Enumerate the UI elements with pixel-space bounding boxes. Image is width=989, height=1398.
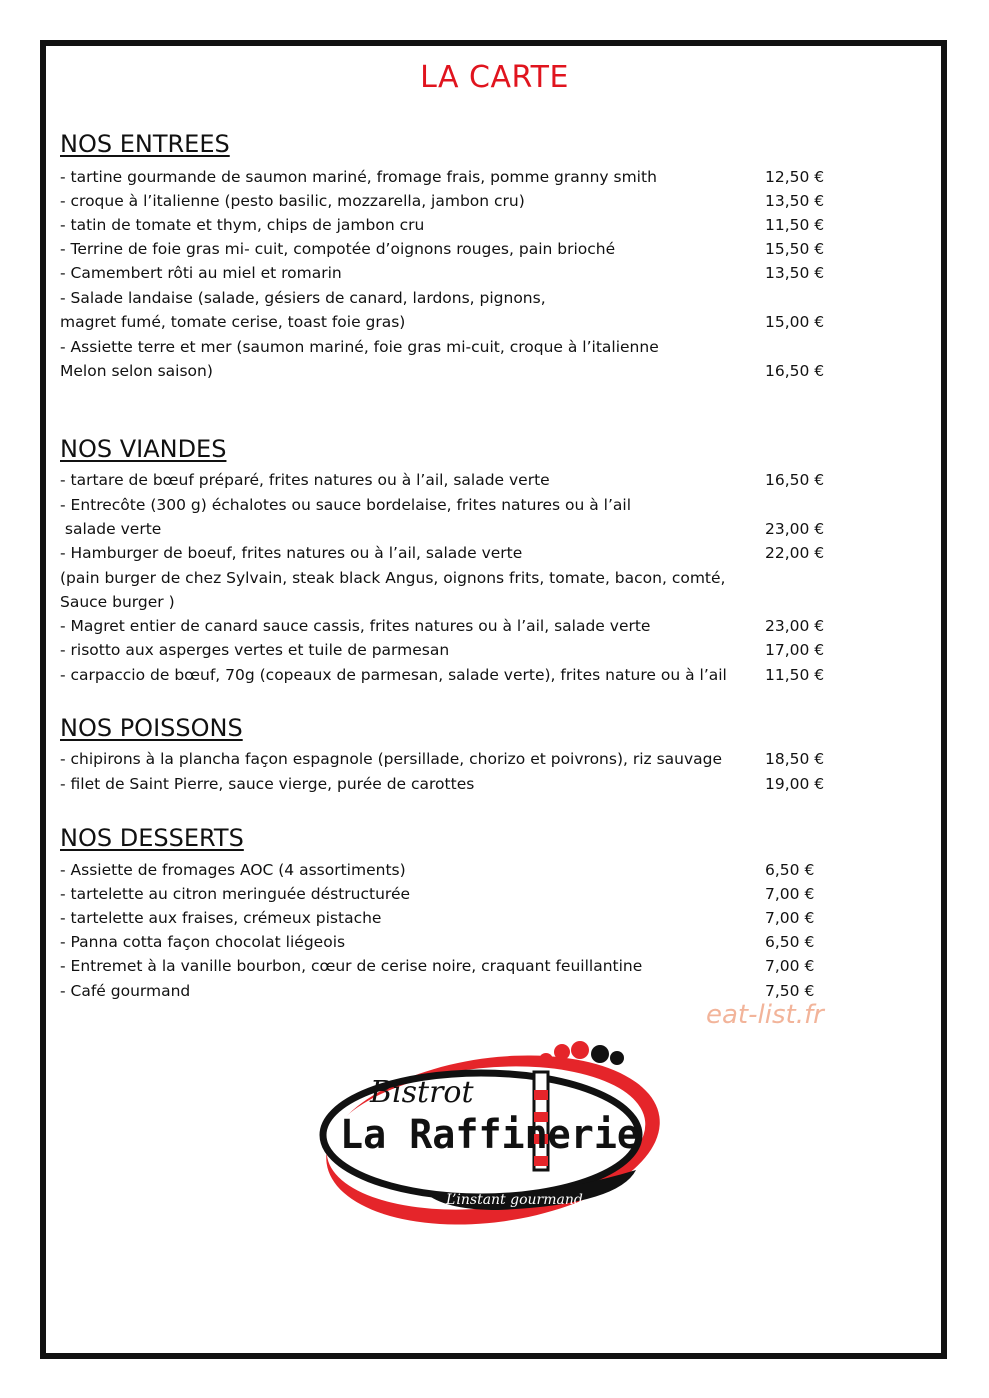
menu-line: - carpaccio de bœuf, 70g (copeaux de parmesan, salade verte), frites nature ou à l’ail — [60, 666, 727, 684]
bistrot-logo — [318, 1030, 663, 1230]
menu-line: - Salade landaise (salade, gésiers de canard, lardons, pignons, — [60, 289, 546, 307]
menu-line: - chipirons à la plancha façon espagnole (persillade, chorizo et poivrons), riz sauvage — [60, 750, 723, 768]
menu-line: - risotto aux asperges vertes et tuile de parmesan — [60, 641, 450, 659]
menu-price: 17,00 € — [765, 641, 825, 659]
menu-line: - Café gourmand — [60, 982, 191, 1000]
menu-price: 7,00 € — [765, 885, 815, 903]
logo-tagline: L’instant gourmand... — [446, 1192, 597, 1208]
menu-line: - croque à l’italienne (pesto basilic, mozzarella, jambon cru) — [60, 192, 525, 210]
menu-price: 13,50 € — [765, 192, 825, 210]
menu-line: - filet de Saint Pierre, sauce vierge, purée de carottes — [60, 775, 475, 793]
menu-price: 7,50 € — [765, 982, 815, 1000]
menu-price: 11,50 € — [765, 216, 825, 234]
menu-price: 22,00 € — [765, 544, 825, 562]
menu-line: - Assiette terre et mer (saumon mariné, foie gras mi-cuit, croque à l’italienne — [60, 338, 659, 356]
menu-price: 15,50 € — [765, 240, 825, 258]
menu-line: - Magret entier de canard sauce cassis, frites natures ou à l’ail, salade verte — [60, 617, 651, 635]
logo-top-text: Bistrot — [370, 1075, 474, 1110]
menu-price: 15,00 € — [765, 313, 825, 331]
menu-line: Melon selon saison) — [60, 362, 213, 380]
page-title: LA CARTE — [420, 60, 569, 95]
menu-price: 6,50 € — [765, 861, 815, 879]
menu-line: salade verte — [60, 520, 162, 538]
menu-line: - Assiette de fromages AOC (4 assortiments) — [60, 861, 406, 879]
menu-price: 12,50 € — [765, 168, 825, 186]
menu-line: - Panna cotta façon chocolat liégeois — [60, 933, 346, 951]
menu-price: 19,00 € — [765, 775, 825, 793]
menu-price: 16,50 € — [765, 362, 825, 380]
menu-line: - tartelette aux fraises, crémeux pistache — [60, 909, 382, 927]
menu-price: 16,50 € — [765, 471, 825, 489]
section-heading-desserts: NOS DESSERTS — [60, 824, 244, 852]
menu-price: 18,50 € — [765, 750, 825, 768]
section-heading-viandes: NOS VIANDES — [60, 435, 227, 463]
logo-graphic — [318, 1030, 663, 1230]
menu-price: 13,50 € — [765, 264, 825, 282]
menu-line: (pain burger de chez Sylvain, steak black Angus, oignons frits, tomate, bacon, comté, — [60, 569, 726, 587]
watermark: eat-list.fr — [706, 1000, 824, 1030]
menu-price: 23,00 € — [765, 617, 825, 635]
menu-line: - tartelette au citron meringuée déstructurée — [60, 885, 411, 903]
menu-line: Sauce burger ) — [60, 593, 175, 611]
menu-line: - Hamburger de boeuf, frites natures ou à l’ail, salade verte — [60, 544, 523, 562]
section-heading-poissons: NOS POISSONS — [60, 714, 243, 742]
menu-line: magret fumé, tomate cerise, toast foie gras) — [60, 313, 406, 331]
menu-line: - Entremet à la vanille bourbon, cœur de cerise noire, craquant feuillantine — [60, 957, 643, 975]
menu-price: 6,50 € — [765, 933, 815, 951]
menu-price: 7,00 € — [765, 957, 815, 975]
menu-price: 11,50 € — [765, 666, 825, 684]
section-heading-entrees: NOS ENTREES — [60, 130, 230, 158]
menu-line: - tartare de bœuf préparé, frites natures ou à l’ail, salade verte — [60, 471, 550, 489]
menu-line: - Camembert rôti au miel et romarin — [60, 264, 342, 282]
menu-line: - tartine gourmande de saumon mariné, fromage frais, pomme granny smith — [60, 168, 657, 186]
menu-line: - tatin de tomate et thym, chips de jambon cru — [60, 216, 425, 234]
menu-price: 7,00 € — [765, 909, 815, 927]
menu-line: - Terrine de foie gras mi- cuit, compotée d’oignons rouges, pain brioché — [60, 240, 616, 258]
logo-name: La Raffinerie — [340, 1112, 640, 1158]
menu-price: 23,00 € — [765, 520, 825, 538]
menu-line: - Entrecôte (300 g) échalotes ou sauce bordelaise, frites natures ou à l’ail — [60, 496, 632, 514]
